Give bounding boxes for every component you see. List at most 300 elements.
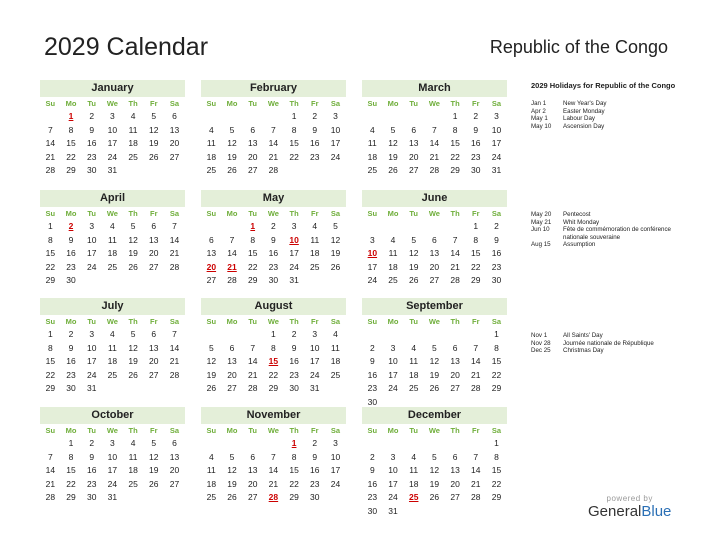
weekday-header-row: [201, 97, 346, 110]
week-row: [201, 382, 346, 396]
day-cell: 24: [107, 151, 118, 162]
day-cell: 24: [491, 151, 502, 162]
day-cell: 17: [388, 369, 398, 380]
day-cell: 21: [450, 261, 460, 272]
day-cell: 4: [130, 111, 136, 121]
week-row: [362, 478, 507, 492]
holiday-date: Jan 1: [531, 100, 547, 107]
day-cell: 1: [494, 329, 499, 339]
day-cell: 11: [367, 138, 377, 148]
empty-day-cell: [424, 505, 445, 519]
day-cell: 26: [206, 383, 217, 393]
week-row: [201, 369, 346, 383]
powered-by-text: powered by: [606, 494, 653, 503]
day-cell: 4: [390, 234, 396, 245]
day-cell: 7: [473, 342, 479, 353]
holiday-item: [531, 115, 681, 123]
day-cell: 18: [367, 151, 378, 162]
month-may: [201, 190, 346, 288]
week-row: [40, 355, 185, 369]
day-cell: 17: [367, 261, 378, 272]
empty-day-cell: [123, 274, 144, 288]
day-cell: 18: [128, 138, 138, 148]
weekday-label: Su: [367, 426, 378, 435]
day-cell: 8: [47, 342, 53, 353]
day-cell: 15: [66, 465, 76, 475]
day-cell: 13: [149, 342, 159, 353]
holiday-name: Fête de commémoration de conférence nationale souveraine: [563, 226, 671, 241]
week-row: [201, 110, 346, 124]
day-cell: 2: [369, 451, 375, 462]
month-march: [362, 80, 507, 178]
week-row: [362, 110, 507, 124]
month-header: August: [201, 298, 346, 315]
day-cell: 25: [107, 261, 118, 272]
day-cell: 9: [312, 451, 318, 462]
day-cell: 30: [471, 165, 481, 175]
day-cell: 15: [471, 248, 481, 258]
weekday-header-row: [362, 315, 507, 328]
day-cell: 22: [450, 151, 460, 162]
holiday-item: [531, 211, 681, 219]
day-cell: 30: [367, 396, 378, 407]
day-cell: 16: [86, 465, 97, 475]
empty-day-cell: [445, 220, 466, 234]
week-row: [40, 151, 185, 165]
day-cell: 31: [107, 165, 118, 175]
day-cell: 9: [494, 234, 499, 245]
month-february: [201, 80, 346, 178]
day-cell: 22: [471, 261, 481, 272]
empty-day-cell: [362, 220, 383, 234]
empty-day-cell: [403, 437, 424, 451]
day-cell: 3: [110, 111, 115, 121]
day-cell: 26: [330, 261, 341, 272]
weekday-label: Tu: [248, 317, 258, 326]
week-row: [40, 491, 185, 505]
day-cell: 29: [247, 275, 258, 285]
weekday-label: Sa: [169, 209, 180, 218]
empty-day-cell: [325, 491, 346, 505]
day-cell: 14: [429, 138, 440, 148]
day-cell: 12: [429, 465, 440, 475]
day-cell: 31: [310, 383, 320, 393]
empty-day-cell: [424, 437, 445, 451]
day-cell: 11: [107, 342, 117, 353]
day-cell: 13: [450, 465, 460, 475]
day-cell: 2: [312, 111, 318, 121]
day-cell: 29: [66, 492, 76, 502]
day-cell: 11: [107, 234, 117, 245]
day-cell: 31: [289, 275, 299, 285]
empty-day-cell: [403, 505, 424, 519]
day-cell: 12: [408, 248, 419, 258]
day-cell: 20: [206, 261, 217, 272]
day-cell: 9: [369, 465, 375, 475]
day-cell: 18: [128, 465, 138, 475]
day-cell: 10: [86, 342, 97, 353]
weekday-label: Tu: [248, 426, 258, 435]
weekday-header-row: [201, 315, 346, 328]
day-cell: 12: [206, 356, 217, 366]
day-cell: 20: [149, 356, 159, 366]
day-cell: 6: [151, 329, 157, 339]
day-cell: 16: [289, 356, 299, 366]
day-cell: 25: [128, 478, 138, 489]
day-cell: 7: [432, 124, 437, 135]
day-cell: 6: [229, 342, 235, 353]
day-cell: 19: [149, 465, 159, 475]
day-cell: 29: [471, 275, 481, 285]
day-cell: 4: [411, 451, 417, 462]
weekday-label: Su: [367, 209, 378, 218]
empty-day-cell: [383, 220, 404, 234]
weekday-label: We: [267, 426, 279, 435]
empty-day-cell: [143, 164, 164, 178]
empty-day-cell: [465, 505, 486, 519]
day-cell: 12: [149, 451, 159, 462]
day-cell: 24: [330, 478, 341, 489]
week-row: [201, 234, 346, 248]
day-cell: 30: [86, 165, 97, 175]
day-cell: 14: [45, 138, 56, 148]
month-april: [40, 190, 185, 288]
week-row: [362, 328, 507, 342]
week-row: [362, 137, 507, 151]
day-cell: 22: [66, 151, 76, 162]
day-cell: 7: [47, 124, 53, 135]
month-header: February: [201, 80, 346, 97]
empty-day-cell: [284, 164, 305, 178]
holiday-date: May 10: [531, 122, 552, 130]
day-cell: 19: [128, 356, 138, 366]
day-cell: 10: [107, 451, 118, 462]
day-cell: 24: [310, 369, 320, 380]
weekday-header-row: [362, 424, 507, 437]
weekday-label: Su: [206, 426, 217, 435]
day-cell: 1: [452, 111, 458, 121]
weekday-label: Th: [450, 209, 460, 218]
weekday-label: Sa: [169, 99, 180, 108]
week-row: [201, 151, 346, 165]
empty-day-cell: [424, 328, 445, 342]
day-cell: 17: [86, 356, 97, 366]
empty-day-cell: [325, 274, 346, 288]
day-cell: 12: [227, 465, 237, 475]
day-cell: 21: [471, 369, 481, 380]
day-cell: 2: [291, 329, 297, 339]
day-cell: 30: [310, 492, 320, 502]
day-cell: 8: [47, 234, 53, 245]
day-cell: 17: [289, 248, 299, 258]
day-cell: 13: [206, 248, 217, 258]
day-cell: 26: [429, 383, 440, 393]
empty-day-cell: [325, 164, 346, 178]
day-cell: 22: [491, 478, 502, 489]
weekday-label: Mo: [387, 426, 399, 435]
day-cell: 3: [312, 329, 318, 339]
day-cell: 10: [86, 234, 97, 245]
day-cell: 13: [247, 465, 258, 475]
day-cell: 23: [289, 369, 299, 380]
week-row: [40, 261, 185, 275]
weekday-label: Sa: [169, 317, 180, 326]
empty-day-cell: [263, 110, 284, 124]
week-row: [40, 451, 185, 465]
day-cell: 27: [149, 261, 159, 272]
month-header: December: [362, 407, 507, 424]
day-cell: 20: [429, 261, 440, 272]
day-cell: 23: [310, 478, 320, 489]
month-june: [362, 190, 507, 288]
weekday-header-row: [40, 97, 185, 110]
day-cell: 26: [388, 165, 398, 175]
day-cell: 14: [169, 342, 180, 353]
day-cell: 2: [369, 342, 375, 353]
weekday-header-row: [40, 424, 185, 437]
weekday-label: Su: [45, 317, 56, 326]
weekday-label: Fr: [311, 99, 319, 108]
weekday-label: Fr: [472, 317, 480, 326]
day-cell: 16: [66, 356, 76, 366]
day-cell: 28: [471, 492, 481, 502]
weekday-label: Mo: [65, 99, 77, 108]
day-cell: 24: [86, 369, 97, 380]
weekday-label: Fr: [150, 99, 158, 108]
day-cell: 11: [331, 342, 340, 353]
day-cell: 12: [227, 138, 237, 148]
day-cell: 23: [66, 369, 76, 380]
day-cell: 8: [291, 124, 297, 135]
day-cell: 6: [208, 234, 214, 245]
week-row: [40, 464, 185, 478]
day-cell: 25: [388, 275, 398, 285]
empty-day-cell: [465, 437, 486, 451]
weekday-label: Fr: [472, 209, 480, 218]
day-cell: 25: [310, 261, 320, 272]
empty-day-cell: [201, 328, 222, 342]
empty-day-cell: [424, 220, 445, 234]
day-cell: 16: [491, 248, 502, 258]
weekday-label: Mo: [226, 99, 238, 108]
day-cell: 26: [227, 165, 237, 175]
week-row: [362, 451, 507, 465]
day-cell: 7: [473, 451, 479, 462]
day-cell: 30: [268, 275, 279, 285]
day-cell: 24: [86, 261, 97, 272]
week-row: [40, 124, 185, 138]
day-cell: 14: [247, 356, 258, 366]
day-cell: 21: [169, 248, 180, 258]
day-cell: 12: [388, 138, 398, 148]
day-cell: 19: [206, 369, 217, 380]
week-row: [362, 505, 507, 519]
week-row: [362, 234, 507, 248]
day-cell: 17: [330, 465, 341, 475]
day-cell: 30: [86, 492, 97, 502]
day-cell: 8: [68, 124, 74, 135]
week-row: [201, 137, 346, 151]
weekday-label: Tu: [248, 209, 258, 218]
day-cell: 21: [429, 151, 440, 162]
day-cell: 10: [330, 124, 341, 135]
weekday-label: Sa: [491, 99, 502, 108]
day-cell: 7: [47, 451, 53, 462]
day-cell: 5: [432, 451, 437, 462]
day-cell: 27: [227, 383, 237, 393]
day-cell: 5: [130, 221, 136, 231]
day-cell: 17: [491, 138, 502, 148]
day-cell: 16: [86, 138, 97, 148]
weekday-label: Tu: [409, 426, 419, 435]
day-cell: 29: [66, 165, 76, 175]
day-cell: 9: [473, 124, 479, 135]
day-cell: 22: [289, 151, 299, 162]
month-header: July: [40, 298, 185, 315]
weekday-label: We: [106, 317, 118, 326]
day-cell: 6: [172, 438, 177, 448]
week-row: [40, 220, 185, 234]
day-cell: 1: [291, 438, 297, 448]
holiday-list-q2: [531, 211, 681, 249]
month-july: [40, 298, 185, 396]
day-cell: 7: [229, 234, 235, 245]
day-cell: 23: [268, 261, 279, 272]
week-row: [201, 164, 346, 178]
week-row: [362, 355, 507, 369]
weekday-header-row: [40, 207, 185, 220]
holiday-item: [531, 226, 681, 241]
week-row: [362, 382, 507, 396]
day-cell: 25: [408, 492, 419, 502]
week-row: [40, 478, 185, 492]
week-row: [201, 491, 346, 505]
day-cell: 7: [172, 221, 177, 231]
week-row: [362, 437, 507, 451]
day-cell: 18: [330, 356, 341, 366]
holiday-list-title: 2029 Holidays for Republic of the Congo: [531, 81, 676, 90]
day-cell: 20: [450, 369, 460, 380]
day-cell: 26: [429, 492, 440, 502]
holiday-date: Apr 2: [531, 107, 546, 115]
weekday-label: Fr: [311, 426, 319, 435]
day-cell: 11: [409, 356, 419, 366]
day-cell: 21: [247, 369, 258, 380]
month-october: [40, 407, 185, 505]
day-cell: 8: [473, 234, 479, 245]
day-cell: 30: [367, 505, 378, 516]
day-cell: 11: [128, 451, 138, 462]
day-cell: 27: [429, 275, 440, 285]
day-cell: 30: [66, 275, 76, 285]
weekday-label: We: [267, 317, 279, 326]
empty-day-cell: [222, 110, 243, 124]
day-cell: 29: [491, 492, 502, 502]
empty-day-cell: [465, 328, 486, 342]
day-cell: 27: [149, 369, 159, 380]
day-cell: 24: [289, 261, 299, 272]
weekday-label: Su: [45, 209, 56, 218]
empty-day-cell: [222, 220, 243, 234]
weekday-label: Sa: [491, 426, 502, 435]
week-row: [40, 247, 185, 261]
day-cell: 26: [227, 492, 237, 502]
day-cell: 8: [452, 124, 458, 135]
day-cell: 6: [452, 451, 458, 462]
day-cell: 22: [289, 478, 299, 489]
weekday-label: Th: [450, 317, 460, 326]
day-cell: 3: [494, 111, 499, 121]
week-row: [362, 247, 507, 261]
day-cell: 19: [408, 261, 419, 272]
empty-day-cell: [201, 437, 222, 451]
weekday-label: Th: [128, 426, 138, 435]
day-cell: 23: [491, 261, 502, 272]
empty-day-cell: [242, 437, 263, 451]
day-cell: 6: [250, 451, 256, 462]
day-cell: 14: [471, 356, 481, 366]
day-cell: 6: [452, 342, 458, 353]
empty-day-cell: [424, 110, 445, 124]
weekday-label: Tu: [87, 99, 97, 108]
holiday-list-q4: [531, 332, 681, 355]
month-august: [201, 298, 346, 396]
day-cell: 1: [494, 438, 499, 448]
day-cell: 26: [408, 275, 419, 285]
holiday-name: Pentecost: [563, 211, 591, 218]
day-cell: 9: [271, 234, 276, 245]
holiday-date: Dec 25: [531, 347, 551, 354]
day-cell: 10: [330, 451, 341, 462]
month-january: [40, 80, 185, 178]
day-cell: 19: [330, 248, 341, 258]
day-cell: 27: [450, 383, 460, 393]
week-row: [362, 274, 507, 288]
weekday-label: Sa: [330, 99, 341, 108]
day-cell: 13: [450, 356, 460, 366]
day-cell: 2: [68, 329, 74, 339]
day-cell: 19: [149, 138, 159, 148]
holiday-date: Jun 10: [531, 226, 550, 233]
day-cell: 5: [333, 221, 338, 231]
day-cell: 17: [388, 478, 398, 489]
day-cell: 12: [429, 356, 440, 366]
weekday-label: We: [428, 99, 440, 108]
week-row: [201, 478, 346, 492]
day-cell: 29: [491, 383, 502, 393]
week-row: [362, 491, 507, 505]
week-row: [201, 451, 346, 465]
empty-day-cell: [81, 274, 102, 288]
day-cell: 7: [172, 329, 177, 339]
day-cell: 20: [227, 369, 237, 380]
day-cell: 23: [310, 151, 320, 162]
day-cell: 29: [268, 383, 279, 393]
day-cell: 15: [491, 465, 502, 475]
day-cell: 13: [169, 124, 180, 135]
day-cell: 11: [409, 465, 419, 475]
empty-day-cell: [383, 437, 404, 451]
day-cell: 17: [86, 248, 97, 258]
holiday-item: [531, 340, 681, 348]
weekday-label: Fr: [311, 317, 319, 326]
empty-day-cell: [143, 382, 164, 396]
empty-day-cell: [222, 328, 243, 342]
day-cell: 3: [89, 221, 95, 231]
weekday-label: Th: [289, 426, 299, 435]
brand-logo: [588, 494, 671, 520]
day-cell: 28: [471, 383, 481, 393]
